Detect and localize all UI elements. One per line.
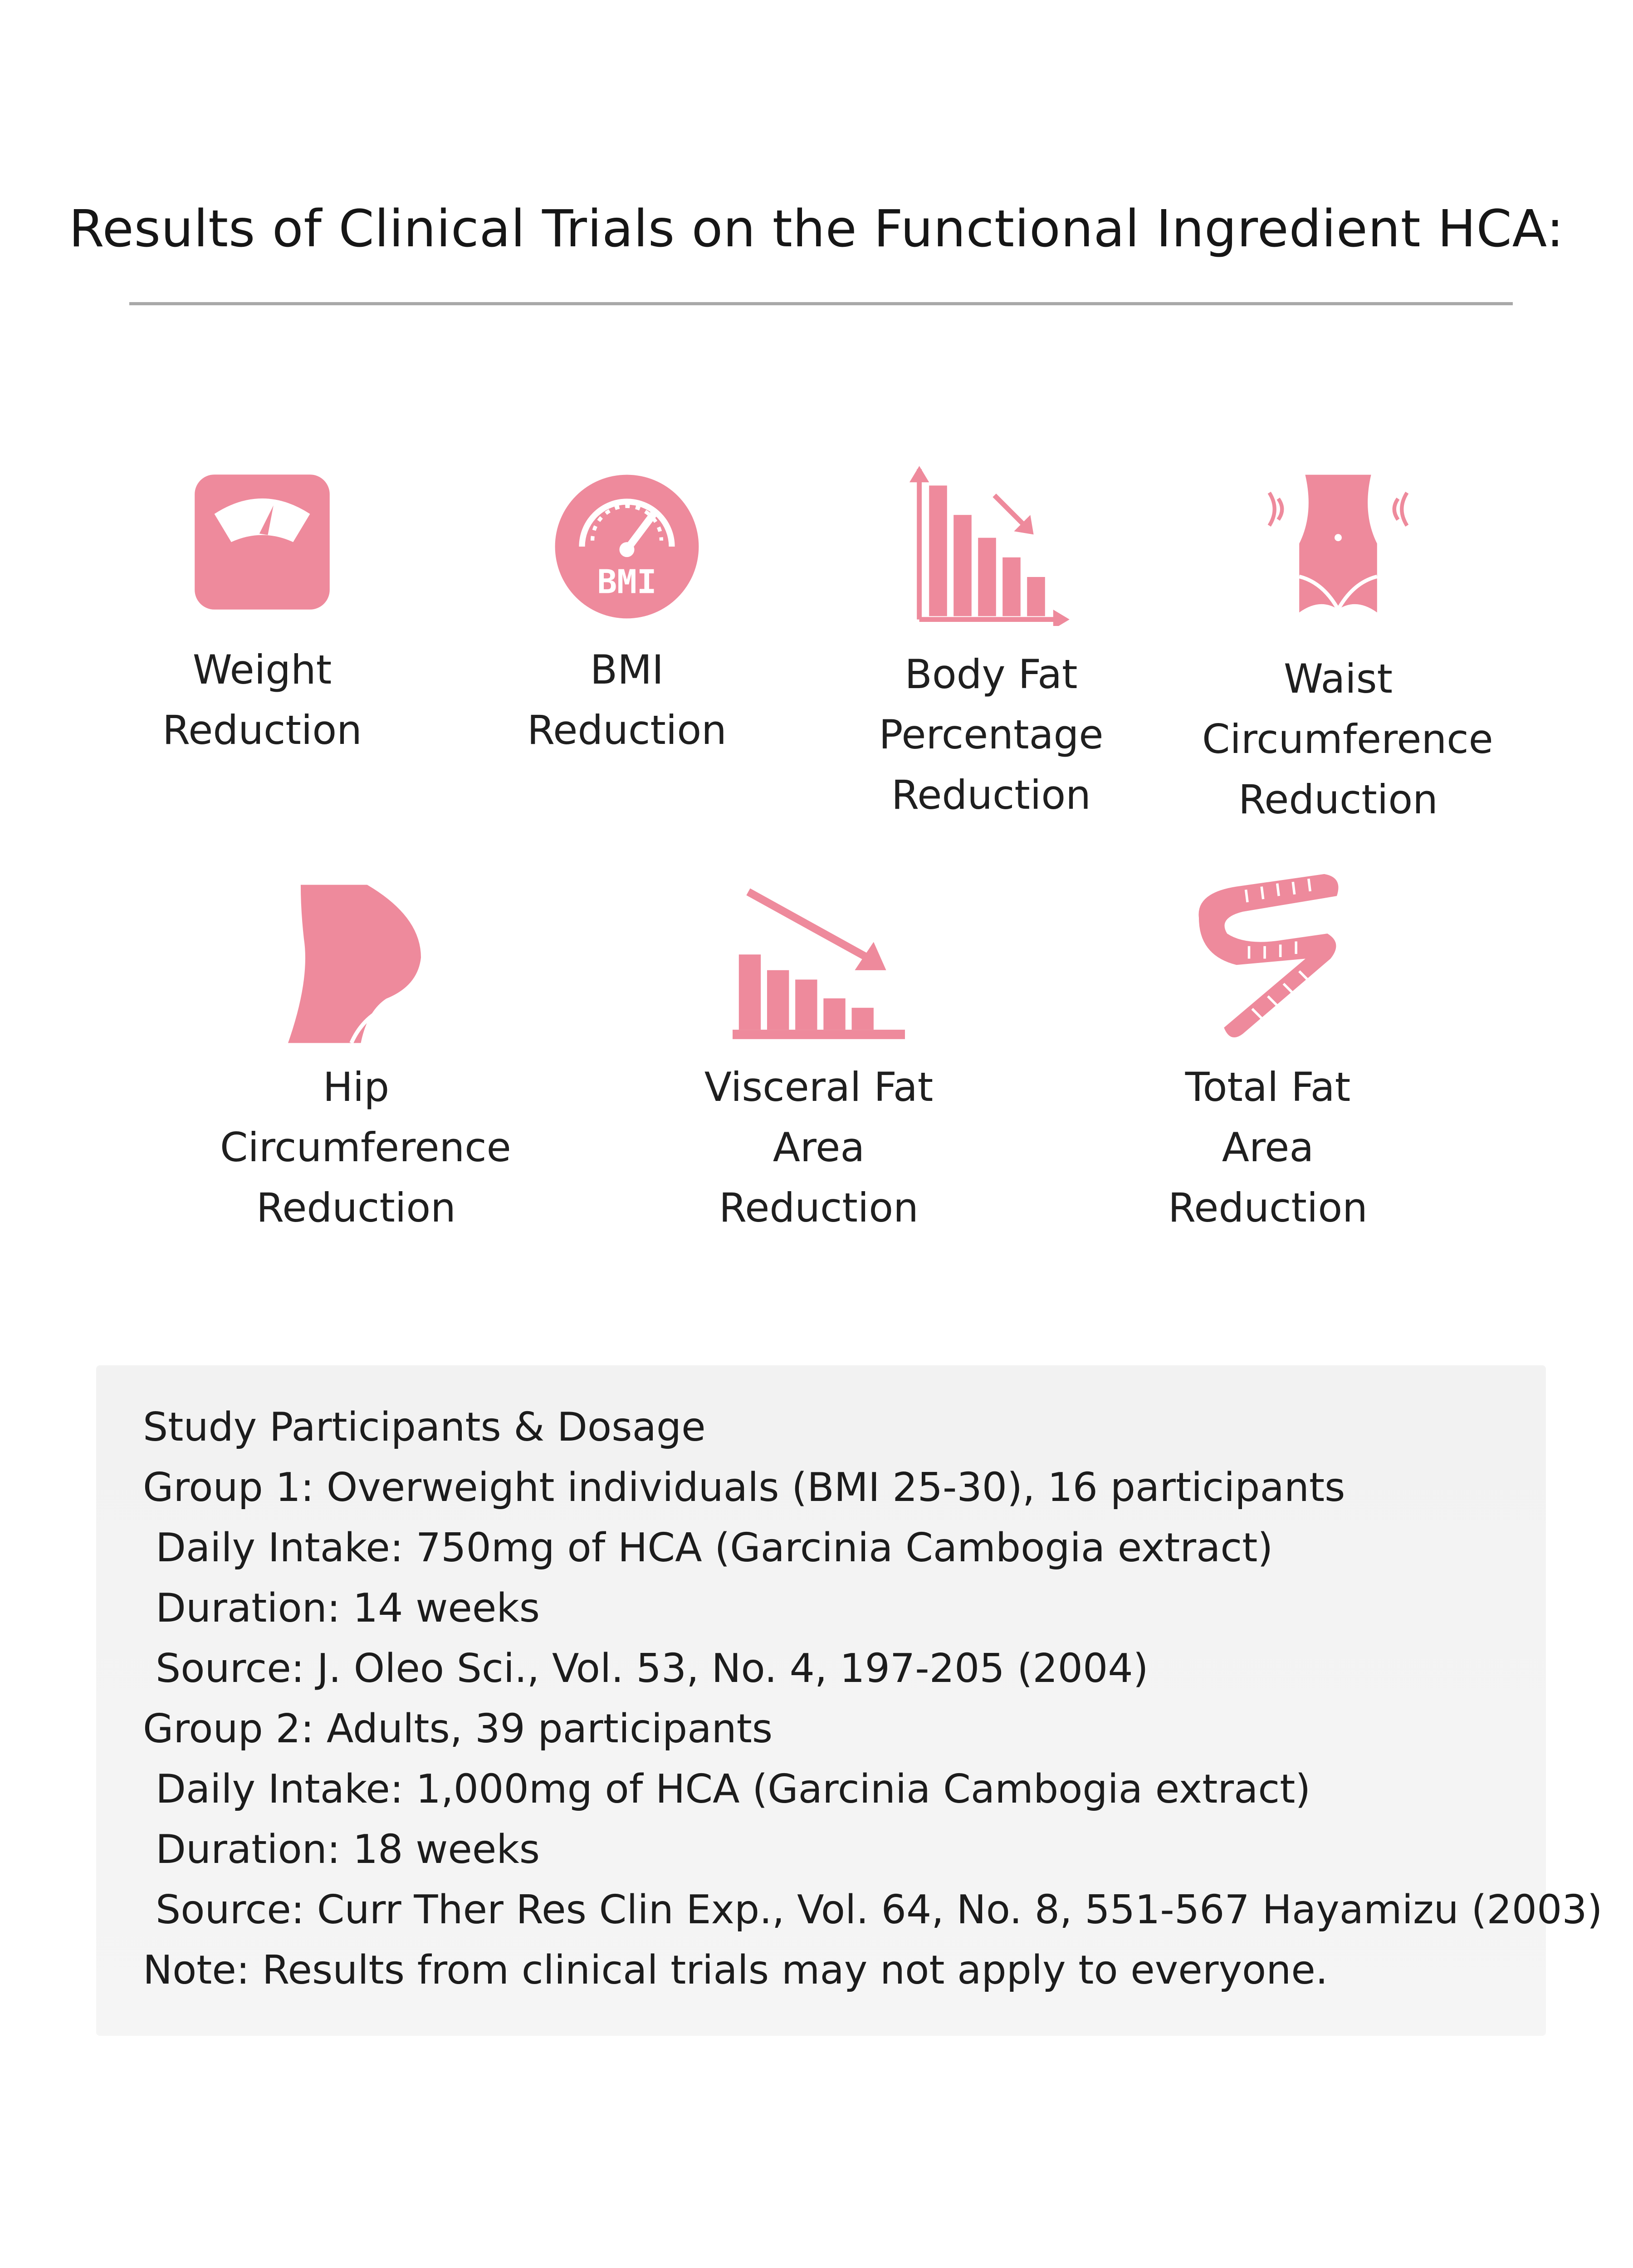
group1-intake: Daily Intake: 750mg of HCA (Garcinia Cambogia extract)	[156, 1525, 1273, 1571]
bmi-icon-text: BMI	[597, 563, 657, 601]
benefit-label	[491, 640, 763, 760]
benefit-waist-circumference-reduction	[1202, 472, 1493, 830]
label-line: Reduction	[891, 772, 1091, 818]
group2-source: Source: Curr Ther Res Clin Exp., Vol. 64, No. 8, 551-567 Hayamizu (2003)	[156, 1887, 1603, 1933]
measuring-tape-icon	[1188, 871, 1347, 1043]
benefit-label	[1132, 1057, 1404, 1238]
label-line: Reduction	[719, 1184, 919, 1231]
group1-title: Group 1: Overweight individuals (BMI 25-30), 16 participants	[143, 1464, 1345, 1510]
label-line: Circumference	[220, 1124, 511, 1171]
label-line: Circumference	[1202, 716, 1493, 763]
label-line: BMI	[590, 646, 664, 693]
label-line: Waist	[1283, 655, 1393, 702]
label-line: Weight	[192, 646, 332, 693]
weight-scale-icon	[192, 472, 332, 612]
benefit-label	[126, 640, 398, 760]
label-line: Body Fat	[905, 651, 1078, 698]
benefit-label	[1202, 649, 1493, 830]
title-divider	[129, 302, 1513, 305]
waist-icon	[1263, 472, 1413, 621]
label-line: Reduction	[162, 707, 362, 753]
label-line: Total Fat	[1185, 1064, 1351, 1110]
label-line: Reduction	[256, 1184, 456, 1231]
bar-chart-decline-icon	[909, 463, 1073, 626]
label-line: Area	[1222, 1124, 1314, 1171]
study-heading: Study Participants & Dosage	[143, 1404, 706, 1450]
study-info-panel	[96, 1365, 1603, 2036]
label-line: Hip	[323, 1064, 390, 1110]
label-line: Area	[772, 1124, 865, 1171]
label-line: Percentage	[879, 711, 1104, 758]
benefit-hip-circumference-reduction	[220, 885, 511, 1238]
group2-title: Group 2: Adults, 39 participants	[143, 1706, 773, 1752]
bmi-gauge-icon	[552, 472, 702, 621]
bar-chart-down-arrow-icon	[733, 885, 905, 1043]
benefit-label	[855, 644, 1127, 825]
label-line: Visceral Fat	[704, 1064, 934, 1110]
label-line: Reduction	[1238, 776, 1438, 823]
benefit-weight-reduction	[126, 472, 398, 760]
study-note: Note: Results from clinical trials may not apply to everyone.	[143, 1947, 1328, 1993]
group1-duration: Duration: 14 weeks	[156, 1585, 540, 1631]
benefit-total-fat-area-reduction	[1132, 871, 1404, 1238]
benefit-body-fat-percentage-reduction	[855, 463, 1127, 825]
hip-icon	[288, 885, 424, 1043]
label-line: Reduction	[1168, 1184, 1368, 1231]
benefit-bmi-reduction	[491, 472, 763, 760]
page-title: Results of Clinical Trials on the Functional Ingredient HCA:	[68, 200, 1565, 259]
group2-intake: Daily Intake: 1,000mg of HCA (Garcinia Cambogia extract)	[156, 1766, 1311, 1812]
group2-duration: Duration: 18 weeks	[156, 1826, 540, 1872]
label-line: Reduction	[527, 707, 727, 753]
benefit-visceral-fat-area-reduction	[683, 885, 955, 1238]
benefit-label	[220, 1057, 511, 1238]
benefit-label	[683, 1057, 955, 1238]
group1-source: Source: J. Oleo Sci., Vol. 53, No. 4, 197-205 (2004)	[156, 1645, 1149, 1691]
